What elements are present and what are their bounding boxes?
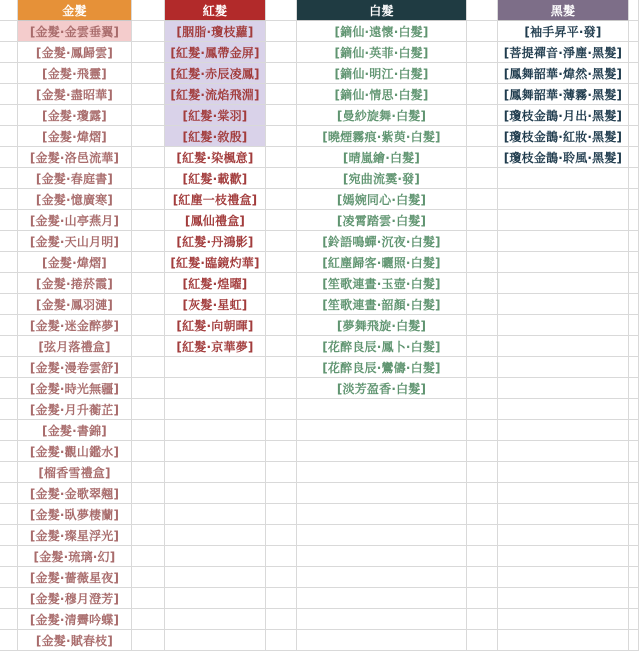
table-cell[interactable]: [紅髮·敘殷] — [165, 126, 266, 147]
table-cell[interactable]: [瓊枝金鵲·月出·黑髮] — [498, 105, 629, 126]
empty-cell[interactable] — [266, 126, 297, 147]
empty-cell[interactable] — [498, 252, 629, 273]
empty-cell[interactable] — [0, 0, 18, 21]
empty-cell[interactable] — [467, 84, 498, 105]
table-cell[interactable]: [鳳仙禮盒] — [165, 210, 266, 231]
black-hair-column — [498, 0, 629, 651]
empty-cell[interactable] — [629, 504, 639, 525]
table-cell[interactable]: [鏑仙·情思·白髮] — [297, 84, 467, 105]
empty-cell[interactable] — [165, 462, 266, 483]
table-cell[interactable]: [金髮·瓊露] — [18, 105, 132, 126]
empty-cell[interactable] — [165, 588, 266, 609]
empty-cell[interactable] — [266, 189, 297, 210]
empty-cell[interactable] — [0, 231, 18, 252]
table-cell[interactable]: [金髮·迷金醉夢] — [18, 315, 132, 336]
table-cell[interactable]: [金髮·鳳羽漣] — [18, 294, 132, 315]
empty-cell[interactable] — [0, 525, 18, 546]
empty-cell[interactable] — [297, 567, 467, 588]
table-cell[interactable]: [金髮·觀山鑑水] — [18, 441, 132, 462]
empty-cell[interactable] — [629, 336, 639, 357]
empty-cell[interactable] — [498, 630, 629, 651]
table-cell[interactable]: [紅塵一枝禮盒] — [165, 189, 266, 210]
table-cell[interactable]: [笙歌連晝·韶顏·白髮] — [297, 294, 467, 315]
table-cell[interactable]: [金髮·春庭書] — [18, 168, 132, 189]
table-cell[interactable]: [榴香雪禮盒] — [18, 462, 132, 483]
empty-cell[interactable] — [297, 441, 467, 462]
table-cell[interactable]: [紅髮·載歡] — [165, 168, 266, 189]
empty-cell[interactable] — [467, 420, 498, 441]
empty-cell[interactable] — [0, 546, 18, 567]
empty-cell[interactable] — [165, 441, 266, 462]
empty-cell[interactable] — [467, 63, 498, 84]
table-cell[interactable]: [花醉良辰·鸞儔·白髮] — [297, 357, 467, 378]
empty-cell[interactable] — [0, 147, 18, 168]
table-cell[interactable]: [金髮·山亭燕月] — [18, 210, 132, 231]
empty-cell[interactable] — [467, 567, 498, 588]
empty-cell[interactable] — [132, 231, 165, 252]
empty-cell[interactable] — [467, 315, 498, 336]
table-cell[interactable]: [瓊枝金鵲·紅妝·黑髮] — [498, 126, 629, 147]
empty-cell[interactable] — [266, 315, 297, 336]
empty-cell[interactable] — [297, 588, 467, 609]
empty-cell[interactable] — [132, 357, 165, 378]
empty-cell[interactable] — [132, 105, 165, 126]
empty-cell[interactable] — [467, 42, 498, 63]
empty-cell[interactable] — [0, 336, 18, 357]
empty-cell[interactable] — [498, 273, 629, 294]
empty-cell[interactable] — [629, 609, 639, 630]
empty-cell[interactable] — [266, 168, 297, 189]
empty-cell[interactable] — [132, 504, 165, 525]
empty-cell[interactable] — [0, 441, 18, 462]
empty-cell[interactable] — [132, 441, 165, 462]
empty-cell[interactable] — [297, 462, 467, 483]
empty-column — [0, 0, 18, 651]
table-cell[interactable]: [紅髮·向朝暉] — [165, 315, 266, 336]
empty-cell[interactable] — [498, 441, 629, 462]
empty-cell[interactable] — [629, 462, 639, 483]
empty-cell[interactable] — [297, 483, 467, 504]
empty-cell[interactable] — [165, 420, 266, 441]
empty-cell[interactable] — [132, 378, 165, 399]
table-cell[interactable]: [金髮·煒熠] — [18, 126, 132, 147]
empty-cell[interactable] — [266, 462, 297, 483]
table-cell[interactable]: [凌霄踏雲·白髮] — [297, 210, 467, 231]
table-cell[interactable]: [金髮·鳳歸雲] — [18, 42, 132, 63]
white-hair-column — [297, 0, 467, 651]
gold-hair-column — [18, 0, 132, 651]
table-cell[interactable]: [淡芳盈香·白髮] — [297, 378, 467, 399]
empty-cell[interactable] — [498, 357, 629, 378]
empty-cell[interactable] — [266, 21, 297, 42]
empty-cell[interactable] — [297, 399, 467, 420]
empty-cell[interactable] — [498, 231, 629, 252]
empty-cell[interactable] — [498, 420, 629, 441]
empty-cell[interactable] — [0, 84, 18, 105]
empty-cell[interactable] — [165, 546, 266, 567]
empty-cell[interactable] — [266, 567, 297, 588]
empty-cell[interactable] — [266, 504, 297, 525]
table-cell[interactable]: [金髮·臥夢棲蘭] — [18, 504, 132, 525]
empty-cell[interactable] — [498, 525, 629, 546]
table-cell[interactable]: [金髮·盡昭華] — [18, 84, 132, 105]
empty-cell[interactable] — [629, 63, 639, 84]
empty-cell[interactable] — [165, 357, 266, 378]
empty-cell[interactable] — [467, 546, 498, 567]
empty-cell[interactable] — [266, 483, 297, 504]
empty-cell[interactable] — [629, 189, 639, 210]
table-cell[interactable]: [鏑仙·遠懷·白髮] — [297, 21, 467, 42]
table-cell[interactable]: [金髮·洛邑流華] — [18, 147, 132, 168]
empty-cell[interactable] — [165, 609, 266, 630]
empty-cell[interactable] — [132, 336, 165, 357]
empty-cell[interactable] — [629, 420, 639, 441]
empty-cell[interactable] — [132, 462, 165, 483]
empty-cell[interactable] — [266, 0, 297, 21]
empty-cell[interactable] — [0, 420, 18, 441]
table-cell[interactable]: [金髮·月升蘅芷] — [18, 399, 132, 420]
empty-cell[interactable] — [629, 567, 639, 588]
red-hair-column — [165, 0, 266, 651]
empty-cell[interactable] — [629, 315, 639, 336]
empty-cell[interactable] — [266, 147, 297, 168]
empty-cell[interactable] — [498, 168, 629, 189]
empty-cell[interactable] — [0, 126, 18, 147]
table-cell[interactable]: [紅髮·流焰飛淵] — [165, 84, 266, 105]
empty-cell[interactable] — [629, 252, 639, 273]
empty-cell[interactable] — [266, 588, 297, 609]
empty-cell[interactable] — [132, 525, 165, 546]
empty-cell[interactable] — [132, 315, 165, 336]
table-cell[interactable]: [金髮·璨星浮光] — [18, 525, 132, 546]
empty-cell[interactable] — [266, 273, 297, 294]
table-cell[interactable]: [金髮·薔薇星夜] — [18, 567, 132, 588]
empty-cell[interactable] — [165, 483, 266, 504]
empty-cell[interactable] — [498, 483, 629, 504]
empty-cell[interactable] — [132, 420, 165, 441]
empty-cell[interactable] — [629, 588, 639, 609]
empty-cell[interactable] — [467, 273, 498, 294]
empty-cell[interactable] — [165, 630, 266, 651]
table-cell[interactable]: [金髮·書錦] — [18, 420, 132, 441]
empty-cell[interactable] — [132, 63, 165, 84]
empty-cell[interactable] — [266, 378, 297, 399]
empty-cell[interactable] — [629, 630, 639, 651]
empty-cell[interactable] — [297, 504, 467, 525]
empty-cell[interactable] — [0, 252, 18, 273]
empty-cell[interactable] — [467, 126, 498, 147]
empty-cell[interactable] — [0, 609, 18, 630]
empty-cell[interactable] — [266, 231, 297, 252]
empty-cell[interactable] — [132, 168, 165, 189]
table-cell[interactable]: [紅髮·棠羽] — [165, 105, 266, 126]
empty-cell[interactable] — [132, 0, 165, 21]
table-cell[interactable]: [宛曲流霙·發] — [297, 168, 467, 189]
table-cell[interactable]: [金髮·憶廣寒] — [18, 189, 132, 210]
empty-cell[interactable] — [165, 504, 266, 525]
empty-column — [467, 0, 498, 651]
empty-cell[interactable] — [629, 0, 639, 21]
empty-cell[interactable] — [498, 567, 629, 588]
empty-cell[interactable] — [498, 504, 629, 525]
table-cell[interactable]: [鳳舞韶華·薄霧·黑髮] — [498, 84, 629, 105]
table-cell[interactable]: [灰髮·星虹] — [165, 294, 266, 315]
empty-cell[interactable] — [266, 357, 297, 378]
red-column-header[interactable]: 紅髮 — [165, 0, 266, 21]
table-cell[interactable]: [菩提禪音·淨塵·黑髮] — [498, 42, 629, 63]
empty-cell[interactable] — [266, 399, 297, 420]
empty-cell[interactable] — [467, 525, 498, 546]
empty-cell[interactable] — [132, 84, 165, 105]
empty-cell[interactable] — [498, 588, 629, 609]
table-cell[interactable]: [鈴語鳴蟬·沉夜·白髮] — [297, 231, 467, 252]
table-cell[interactable]: [紅髮·京華夢] — [165, 336, 266, 357]
table-cell[interactable]: [金髮·時光無疆] — [18, 378, 132, 399]
table-cell[interactable]: [紅髮·赤辰凌鳳] — [165, 63, 266, 84]
empty-cell[interactable] — [467, 231, 498, 252]
table-cell[interactable]: [鳳舞韶華·煒然·黑髮] — [498, 63, 629, 84]
empty-cell[interactable] — [629, 105, 639, 126]
empty-cell[interactable] — [165, 567, 266, 588]
table-cell[interactable]: [紅塵歸客·曬照·白髮] — [297, 252, 467, 273]
empty-cell[interactable] — [629, 357, 639, 378]
empty-cell[interactable] — [467, 504, 498, 525]
table-cell[interactable]: [花醉良辰·鳳卜·白髮] — [297, 336, 467, 357]
empty-cell[interactable] — [0, 567, 18, 588]
table-cell[interactable]: [紅髮·鳳帶金屏] — [165, 42, 266, 63]
table-cell[interactable]: [曼紗旋舞·白髮] — [297, 105, 467, 126]
empty-cell[interactable] — [0, 42, 18, 63]
empty-cell[interactable] — [266, 294, 297, 315]
empty-cell[interactable] — [0, 399, 18, 420]
empty-cell[interactable] — [266, 63, 297, 84]
empty-cell[interactable] — [266, 420, 297, 441]
empty-cell[interactable] — [498, 399, 629, 420]
empty-cell[interactable] — [0, 378, 18, 399]
empty-column — [132, 0, 165, 651]
empty-cell[interactable] — [0, 504, 18, 525]
empty-cell[interactable] — [467, 105, 498, 126]
white-column-header[interactable]: 白髮 — [297, 0, 467, 21]
empty-cell[interactable] — [0, 273, 18, 294]
empty-cell[interactable] — [266, 546, 297, 567]
empty-cell[interactable] — [629, 441, 639, 462]
empty-cell[interactable] — [629, 525, 639, 546]
table-cell[interactable]: [金髮·清霽吟蝶] — [18, 609, 132, 630]
table-cell[interactable]: [金髮·漫卷雲舒] — [18, 357, 132, 378]
table-cell[interactable]: [袖手昇平·發] — [498, 21, 629, 42]
empty-cell[interactable] — [467, 609, 498, 630]
empty-cell[interactable] — [467, 147, 498, 168]
empty-cell[interactable] — [498, 210, 629, 231]
empty-cell[interactable] — [467, 21, 498, 42]
empty-cell[interactable] — [0, 588, 18, 609]
empty-cell[interactable] — [132, 42, 165, 63]
empty-cell[interactable] — [266, 84, 297, 105]
empty-cell[interactable] — [0, 105, 18, 126]
table-cell[interactable]: [紅髮·煌曜] — [165, 273, 266, 294]
table-cell[interactable]: [金髮·捲菸霞] — [18, 273, 132, 294]
empty-cell[interactable] — [266, 609, 297, 630]
table-cell[interactable]: [鏑仙·明江·白髮] — [297, 63, 467, 84]
table-cell[interactable]: [弦月落禮盒] — [18, 336, 132, 357]
empty-cell[interactable] — [132, 483, 165, 504]
empty-cell[interactable] — [0, 483, 18, 504]
empty-cell[interactable] — [467, 462, 498, 483]
empty-cell[interactable] — [297, 525, 467, 546]
empty-cell[interactable] — [629, 168, 639, 189]
empty-cell[interactable] — [266, 630, 297, 651]
empty-cell[interactable] — [132, 147, 165, 168]
empty-cell[interactable] — [467, 252, 498, 273]
empty-cell[interactable] — [132, 567, 165, 588]
empty-cell[interactable] — [132, 588, 165, 609]
empty-cell[interactable] — [297, 546, 467, 567]
table-cell[interactable]: [鏑仙·英菲·白髮] — [297, 42, 467, 63]
table-cell[interactable]: [紅髮·染楓意] — [165, 147, 266, 168]
empty-cell[interactable] — [467, 189, 498, 210]
empty-cell[interactable] — [467, 294, 498, 315]
empty-cell[interactable] — [0, 210, 18, 231]
table-cell[interactable]: [嫣婉同心·白髮] — [297, 189, 467, 210]
empty-cell[interactable] — [467, 0, 498, 21]
empty-column — [266, 0, 297, 651]
table-cell[interactable]: [金髮·金歌翠翹] — [18, 483, 132, 504]
table-cell[interactable]: [曉煙霧痕·紫萸·白髮] — [297, 126, 467, 147]
empty-cell[interactable] — [498, 189, 629, 210]
empty-cell[interactable] — [165, 399, 266, 420]
empty-cell[interactable] — [132, 630, 165, 651]
empty-cell[interactable] — [132, 21, 165, 42]
empty-cell[interactable] — [0, 315, 18, 336]
empty-cell[interactable] — [266, 336, 297, 357]
empty-cell[interactable] — [0, 21, 18, 42]
empty-cell[interactable] — [498, 294, 629, 315]
empty-cell[interactable] — [629, 21, 639, 42]
empty-cell[interactable] — [266, 441, 297, 462]
table-cell[interactable]: [金髮·金雲垂翼] — [18, 21, 132, 42]
empty-cell[interactable] — [467, 336, 498, 357]
empty-cell[interactable] — [0, 63, 18, 84]
empty-cell[interactable] — [467, 357, 498, 378]
empty-cell[interactable] — [629, 147, 639, 168]
empty-cell[interactable] — [467, 588, 498, 609]
empty-column — [629, 0, 639, 651]
table-cell[interactable]: [金髮·煒熠] — [18, 252, 132, 273]
empty-cell[interactable] — [629, 126, 639, 147]
empty-cell[interactable] — [297, 420, 467, 441]
empty-cell[interactable] — [498, 378, 629, 399]
empty-cell[interactable] — [132, 189, 165, 210]
empty-cell[interactable] — [0, 462, 18, 483]
empty-cell[interactable] — [498, 609, 629, 630]
empty-cell[interactable] — [0, 168, 18, 189]
empty-cell[interactable] — [498, 315, 629, 336]
empty-cell[interactable] — [467, 378, 498, 399]
table-cell[interactable]: [晴嵐繪·白髮] — [297, 147, 467, 168]
empty-cell[interactable] — [266, 105, 297, 126]
empty-cell[interactable] — [132, 294, 165, 315]
table-cell[interactable]: [金髮·穆月澄芳] — [18, 588, 132, 609]
empty-cell[interactable] — [467, 399, 498, 420]
table-cell[interactable]: [金髮·飛靈] — [18, 63, 132, 84]
empty-cell[interactable] — [629, 483, 639, 504]
table-cell[interactable]: [胭脂·瓊枝蘿] — [165, 21, 266, 42]
empty-cell[interactable] — [132, 210, 165, 231]
empty-cell[interactable] — [266, 210, 297, 231]
empty-cell[interactable] — [132, 546, 165, 567]
gold-column-header[interactable]: 金髮 — [18, 0, 132, 21]
table-cell[interactable]: [紅髮·臨鏡灼華] — [165, 252, 266, 273]
empty-cell[interactable] — [132, 609, 165, 630]
empty-cell[interactable] — [266, 525, 297, 546]
empty-cell[interactable] — [0, 189, 18, 210]
empty-cell[interactable] — [629, 84, 639, 105]
empty-cell[interactable] — [165, 378, 266, 399]
empty-cell[interactable] — [0, 630, 18, 651]
empty-cell[interactable] — [132, 252, 165, 273]
empty-cell[interactable] — [629, 210, 639, 231]
empty-cell[interactable] — [629, 546, 639, 567]
empty-cell[interactable] — [467, 168, 498, 189]
empty-cell[interactable] — [132, 126, 165, 147]
empty-cell[interactable] — [467, 630, 498, 651]
empty-cell[interactable] — [629, 42, 639, 63]
empty-cell[interactable] — [498, 462, 629, 483]
empty-cell[interactable] — [266, 252, 297, 273]
empty-cell[interactable] — [132, 273, 165, 294]
table-cell[interactable]: [金髮·天山月明] — [18, 231, 132, 252]
empty-cell[interactable] — [132, 399, 165, 420]
empty-cell[interactable] — [629, 294, 639, 315]
black-column-header[interactable]: 黑髮 — [498, 0, 629, 21]
empty-cell[interactable] — [0, 357, 18, 378]
empty-cell[interactable] — [297, 609, 467, 630]
empty-cell[interactable] — [266, 42, 297, 63]
empty-cell[interactable] — [498, 546, 629, 567]
empty-cell[interactable] — [629, 399, 639, 420]
empty-cell[interactable] — [467, 441, 498, 462]
empty-cell[interactable] — [629, 231, 639, 252]
table-cell[interactable]: [紅髮·丹鴻影] — [165, 231, 266, 252]
table-cell[interactable]: [笙歌連晝·玉壺·白髮] — [297, 273, 467, 294]
empty-cell[interactable] — [498, 336, 629, 357]
empty-cell[interactable] — [629, 273, 639, 294]
empty-cell[interactable] — [297, 630, 467, 651]
empty-cell[interactable] — [467, 483, 498, 504]
table-cell[interactable]: [瓊枝金鵲·聆風·黑髮] — [498, 147, 629, 168]
table-cell[interactable]: [金髮·琉璃·幻] — [18, 546, 132, 567]
empty-cell[interactable] — [467, 210, 498, 231]
empty-cell[interactable] — [629, 378, 639, 399]
table-cell[interactable]: [金髮·賦春枝] — [18, 630, 132, 651]
empty-cell[interactable] — [0, 294, 18, 315]
empty-cell[interactable] — [165, 525, 266, 546]
table-cell[interactable]: [夢舞飛旋·白髮] — [297, 315, 467, 336]
